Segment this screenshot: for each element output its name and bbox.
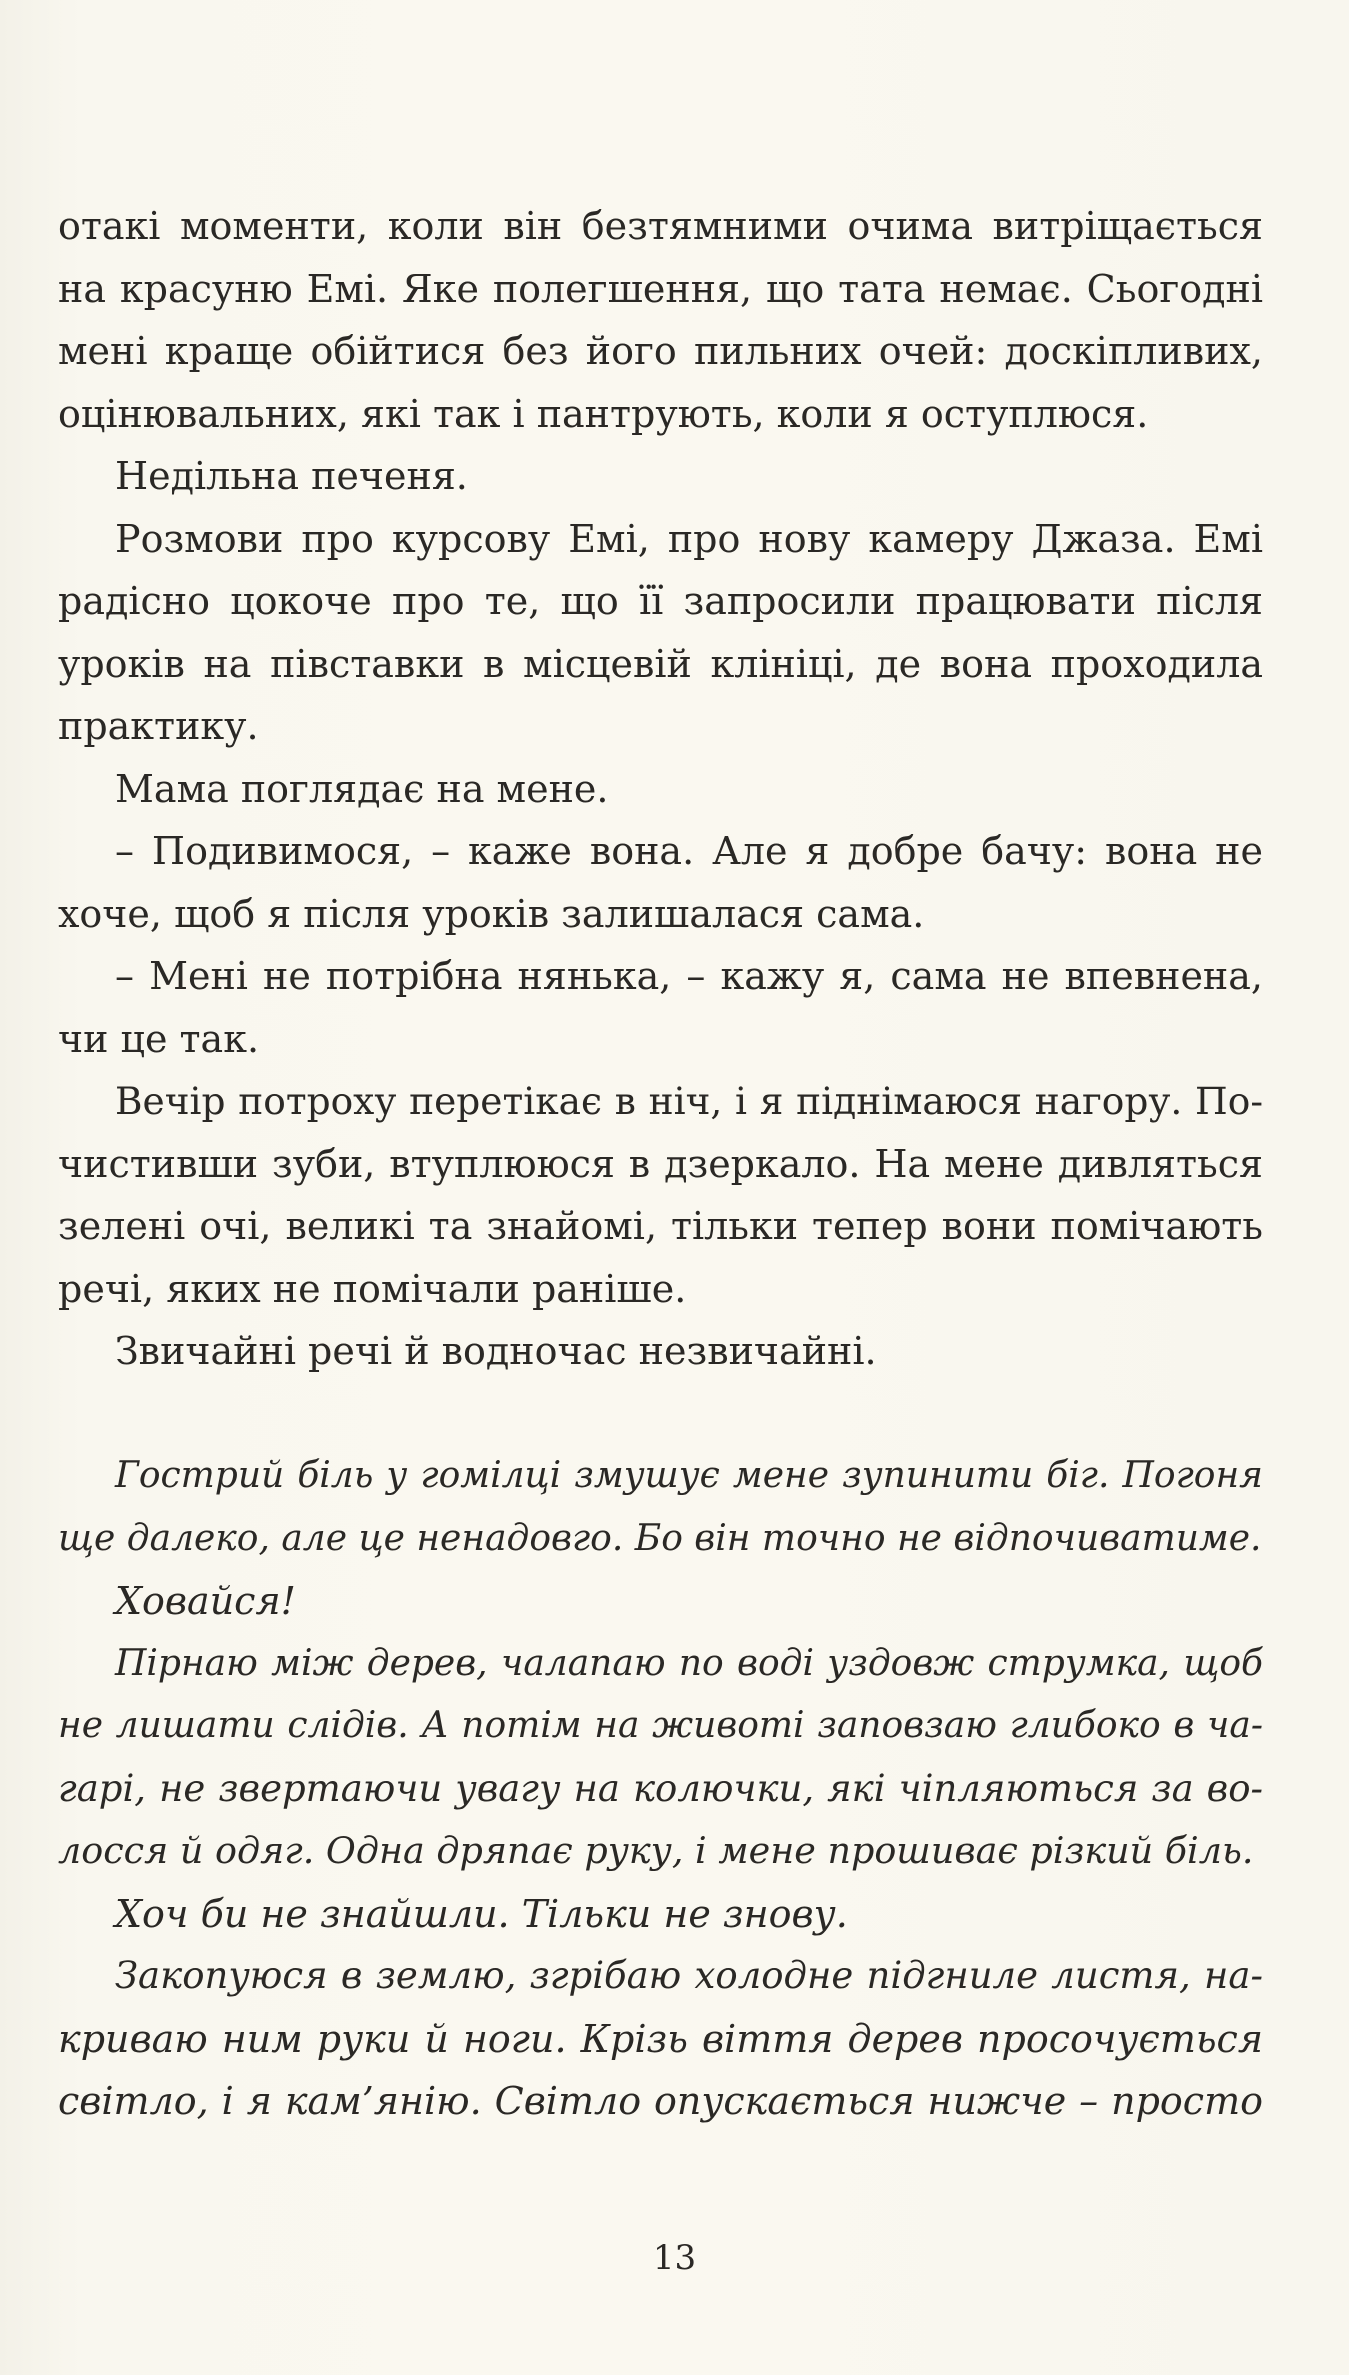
paragraph: [58, 758, 1263, 821]
text-line: чи це так.: [58, 1016, 260, 1061]
paragraph: [58, 445, 1263, 508]
page-text: [58, 195, 1263, 2133]
text-line: Мама поглядає на мене.: [115, 766, 609, 811]
text-line: не лишати слідів. А потім на животі заповзаю глибоко в ча-: [58, 1705, 1263, 1746]
text-line: уроків на півставки в місцевій клініці, де вона проходила: [58, 641, 1263, 686]
paragraph: [58, 1070, 1263, 1320]
text-line: Вечір потроху перетікає в ніч, і я піднімаюся нагору. По-: [115, 1079, 1263, 1123]
text-line: Гострий біль у гомілці змушує мене зупинити біг. Погоня: [115, 1455, 1263, 1496]
text-line: на красуню Емі. Яке полегшення, що тата немає. Сьогодні: [58, 266, 1263, 311]
text-line: чистивши зуби, втуплююся в дзеркало. На мене дивляться: [58, 1141, 1263, 1186]
text-line: мені краще обійтися без його пильних очей: доскіпливих,: [58, 329, 1263, 373]
text-line: Хоч би не знайшли. Тільки не знову.: [115, 1891, 848, 1936]
text-line: радісно цокоче про те, що її запросили працювати після: [58, 579, 1263, 623]
text-line: Розмови про курсову Емі, про нову камеру Джаза. Емі: [115, 516, 1263, 561]
text-line: світло, і я кам’янію. Світло опускається нижче – просто: [58, 2079, 1263, 2123]
paragraph: [58, 195, 1263, 445]
text-line: – Мені не потрібна нянька, – кажу я, сама не впевнена,: [115, 954, 1263, 998]
text-line: отакі моменти, коли він безтямними очима витріщається: [58, 204, 1263, 248]
page-number: 13: [652, 2238, 697, 2278]
paragraph: [58, 820, 1263, 945]
text-line: лосся й одяг. Одна дряпає руку, і мене прошиває різкий біль.: [58, 1829, 1254, 1872]
text-line: зелені очі, великі та знайомі, тільки тепер вони помічають: [58, 1204, 1263, 1248]
text-line: гарі, не звертаючи увагу на колючки, які чіпляються за во-: [58, 1766, 1263, 1810]
paragraph: [58, 1633, 1263, 1883]
paragraph: [58, 1445, 1263, 1570]
paragraph: [58, 1320, 1263, 1383]
text-line: – Подивимося, – каже вона. Але я добре бачу: вона не: [115, 829, 1263, 873]
section-break: [58, 1383, 1263, 1446]
text-line: Недільна печеня.: [115, 454, 468, 498]
text-line: Закопуюся в землю, згрібаю холодне підгниле листя, на-: [115, 1954, 1263, 1997]
paragraph: [58, 945, 1263, 1070]
paragraph: [58, 1883, 1263, 1946]
italic-section: [58, 1445, 1263, 2133]
paragraph: [58, 1570, 1263, 1633]
text-line: Звичайні речі й водночас незвичайні.: [115, 1329, 877, 1373]
paragraph: [58, 508, 1263, 758]
text-line: оцінювальних, які так і пантрують, коли я оступлюся.: [58, 391, 1149, 436]
paragraph: [58, 1945, 1263, 2133]
text-line: практику.: [58, 704, 259, 748]
text-line: Ховайся!: [115, 1579, 296, 1623]
text-line: криваю ним руки й ноги. Крізь віття дерев просочується: [58, 2016, 1263, 2061]
text-line: ще далеко, але це ненадовго. Бо він точно не відпочиватиме.: [58, 1517, 1262, 1559]
text-line: хоче, щоб я після уроків залишалася сама.: [58, 891, 925, 936]
text-line: речі, яких не помічали раніше.: [58, 1266, 687, 1311]
text-line: Пірнаю між дерев, чалапаю по воді уздовж струмка, щоб: [115, 1642, 1263, 1684]
